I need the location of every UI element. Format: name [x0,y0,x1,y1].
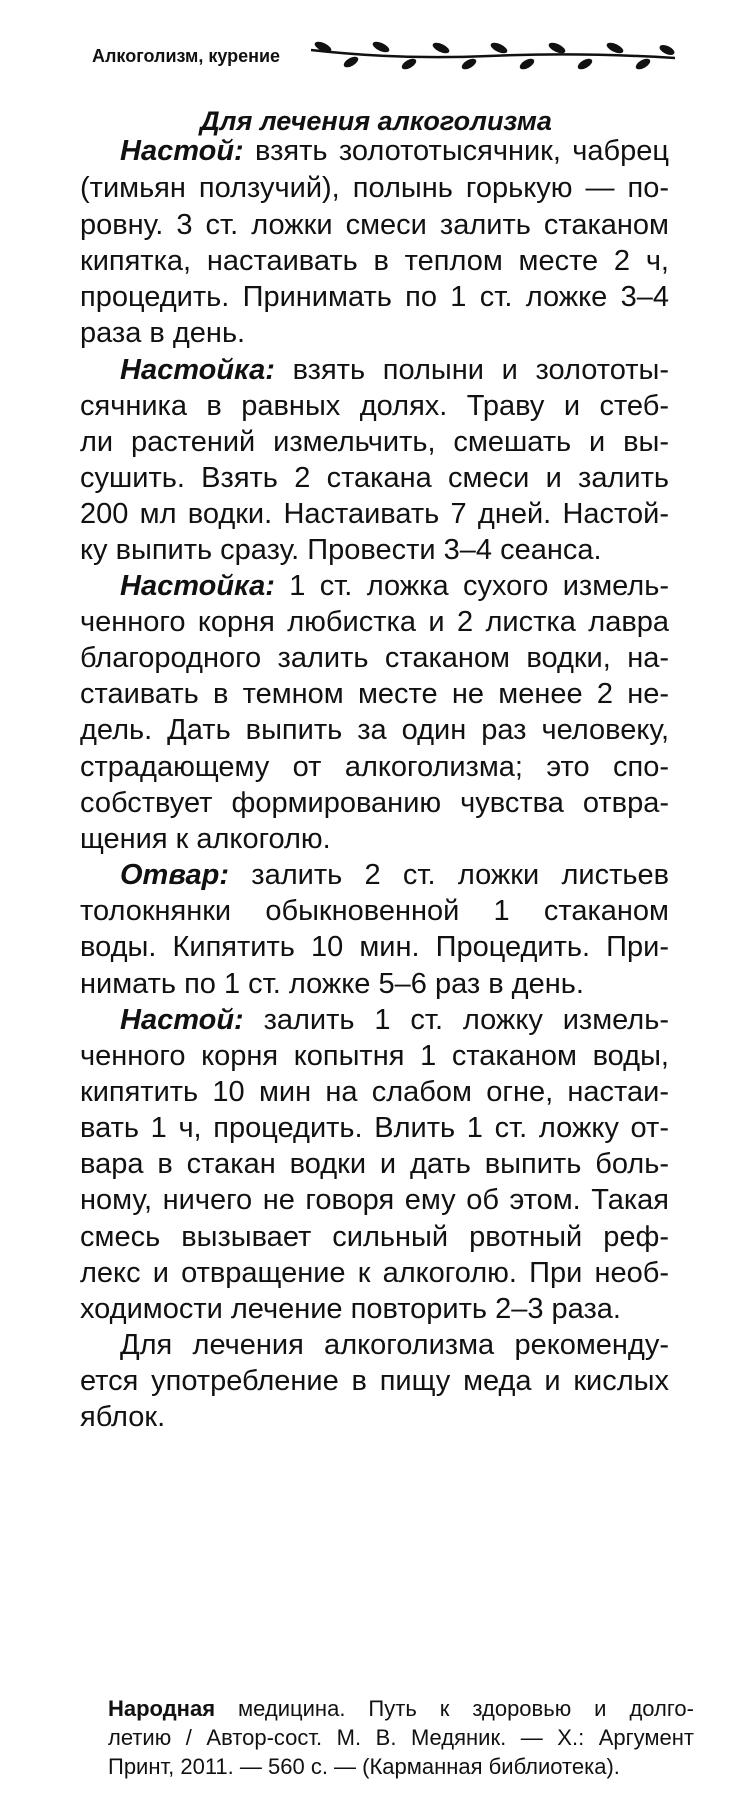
paragraph-2-line-4: сушить. Взять 2 стакана смеси и залить [80,462,669,494]
paragraph-5-line-8: лекс и отвращение к алкоголю. При необ- [80,1257,669,1289]
vine-ornament-icon [309,38,677,78]
paragraph-5-line-4: вать 1 ч, процедить. Влить 1 ст. ложку от- [80,1112,669,1144]
paragraph-3-line-8: щения к алкоголю. [80,823,331,855]
running-header [92,38,677,78]
paragraph-5-line-3: кипятить 10 мин на слабом огне, настаи- [80,1076,669,1108]
paragraph-5-line-9: ходимости лечение повторить 2–3 раза. [80,1293,621,1325]
reference-line-1: Народная медицина. Путь к здоровью и долго- [108,1696,694,1721]
paragraph-4-line-3: воды. Кипятить 10 мин. Процедить. При- [80,931,669,963]
paragraph-5-line-5: вара в стакан водки и дать выпить боль- [80,1148,669,1180]
paragraph-5-line-6: ному, ничего не говоря ему об этом. Такая [80,1184,669,1216]
paragraph-6-line-3: яблок. [80,1401,166,1433]
paragraph-5-line-1: Настой: залить 1 ст. ложку измель- [120,1004,669,1036]
paragraph-5-line-2: ченного корня копытня 1 стаканом воды, [80,1040,669,1072]
paragraph-2-term: Настойка: [120,354,275,386]
reference-bold-word: Народная [108,1696,216,1721]
paragraph-3-line-4: стаивать в темном месте не менее 2 не- [80,678,669,710]
paragraph-3-line-5: дель. Дать выпить за один раз человеку, [80,714,669,746]
paragraph-3-line-3: благородного залить стаканом водки, на- [80,642,669,674]
paragraph-1-line-1: Настой: взять золототысячник, чабрец [120,135,669,167]
paragraph-1-line-3: ровну. 3 ст. ложки смеси залить стаканом [80,209,669,241]
paragraph-2-line-3: ли растений измельчить, смешать и вы- [80,426,669,458]
paragraph-4-line-4: нимать по 1 ст. ложке 5–6 раз в день. [80,968,584,1000]
paragraph-3-line-7: собствует формированию чувства отвра- [80,787,669,819]
paragraph-2-line-1: Настойка: взять полыни и золототы- [120,354,669,386]
section-title: Для лечения алкоголизма [200,106,552,136]
paragraph-3-line-6: страдающему от алкоголизма; это спо- [80,751,669,783]
paragraph-2-line-5: 200 мл водки. Настаивать 7 дней. Настой- [80,498,669,530]
paragraph-5-line-7: смесь вызывает сильный рвотный реф- [80,1221,669,1253]
paragraph-2-line-6: ку выпить сразу. Провести 3–4 сеанса. [80,534,602,566]
paragraph-1-line-4: кипятка, настаивать в теплом месте 2 ч, [80,245,669,277]
paragraph-1-line-5: процедить. Принимать по 1 ст. ложке 3–4 [80,281,669,313]
paragraph-1-line-6: раза в день. [80,317,246,349]
paragraph-6-line-2: ется употребление в пищу меда и кислых [80,1365,669,1397]
paragraph-4-line-1: Отвар: залить 2 ст. ложки листьев [120,859,669,891]
paragraph-3-line-2: ченного корня любистка и 2 листка лавра [80,606,669,638]
reference-line-3: Принт, 2011. — 560 с. — (Карманная библиотека). [108,1754,620,1779]
running-header-title: Алкоголизм, курение [92,46,281,66]
paragraph-4-line-2: толокнянки обыкновенной 1 стаканом [80,895,669,927]
paragraph-4-term: Отвар: [120,859,229,891]
paragraph-6-line-1: Для лечения алкоголизма рекоменду- [120,1329,669,1361]
reference-line-2: летию / Автор-сост. М. В. Медяник. — Х.: Аргумент [108,1725,694,1750]
paragraph-3-line-1: Настойка: 1 ст. ложка сухого измель- [120,570,669,602]
paragraph-1-line-2: (тимьян ползучий), полынь горькую — по- [80,172,669,204]
paragraph-5-term: Настой: [120,1004,244,1036]
paragraph-2-line-2: сячника в равных долях. Траву и стеб- [80,390,669,422]
paragraph-1-term: Настой: [120,135,244,167]
paragraph-3-term: Настойка: [120,570,275,602]
